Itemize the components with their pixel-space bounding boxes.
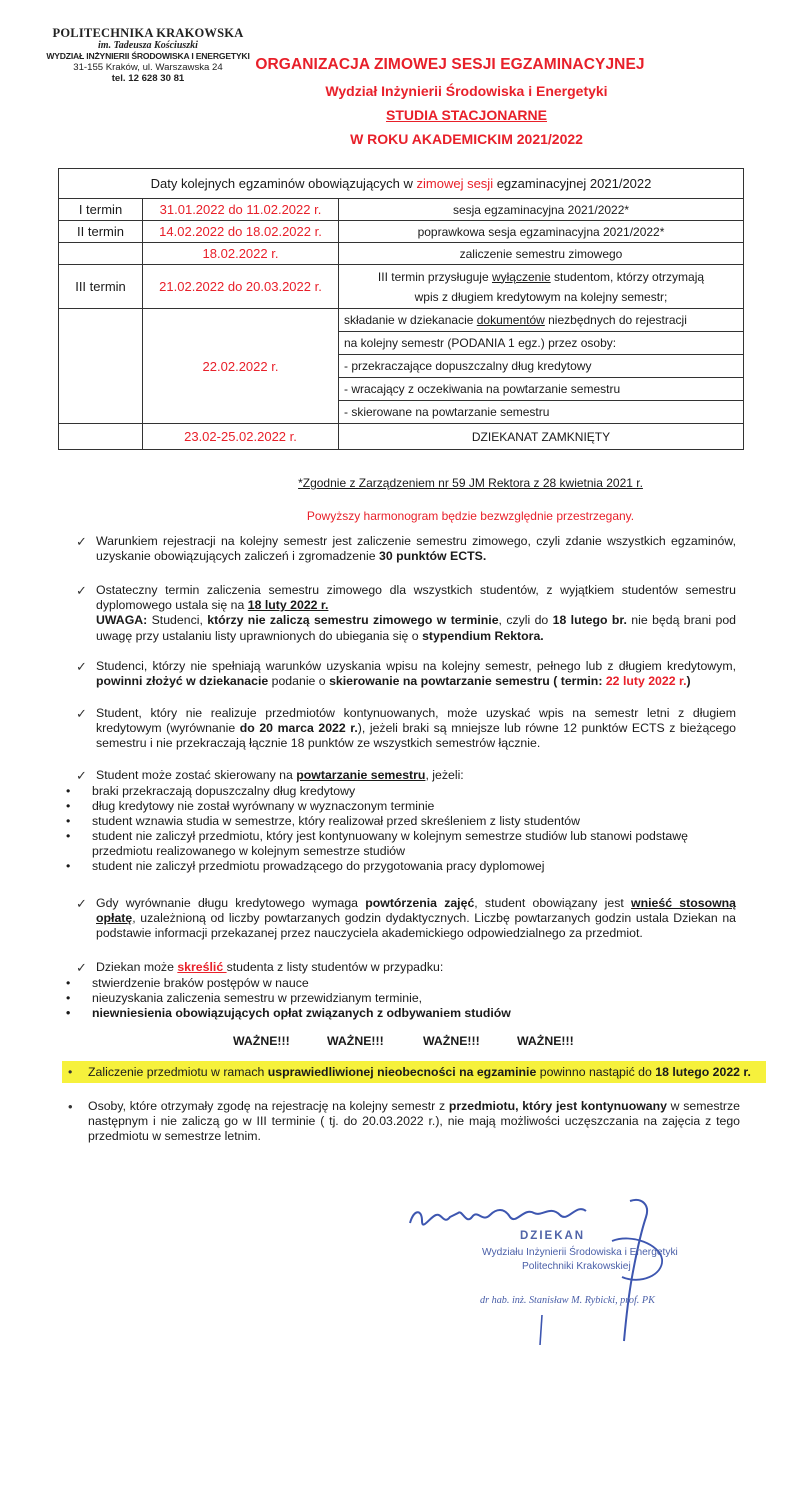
checkmark-icon: ✓ [76,960,87,975]
stamp-address: 31-155 Kraków, ul. Warszawska 24 [73,61,223,73]
bullet-icon: • [68,1065,73,1079]
document-title: ORGANIZACJA ZIMOWEJ SESJI EGZAMINACYJNEJ [255,56,645,73]
checkmark-icon: ✓ [76,534,87,549]
removal-reasons-list: • stwierdzenie braków postępów w nauce • nieuzyskania zaliczenia semestru w przewidzianym terminie, • niewniesienia obowiązujących opłat związanych z odbywaniem studiów [92,976,742,1021]
list-item: ✓ Studenci, którzy nie spełniają warunków uzyskania wpisu na kolejny semestr, pełnego lub z długiem kredytowym, powinni złożyć w dziekanacie podanie o skierowanie na powtarzanie semestru ( termin: 22 luty 2022 r.) [76,659,736,689]
signature-icon [400,1195,740,1355]
highlighted-note: • Zaliczenie przedmiotu w ramach usprawiedliwionej nieobecności na egzaminie powinno nastąpić do 18 lutego 2022 r. [68,1065,751,1079]
faculty-heading: Wydział Inżynierii Środowiska i Energetyki [325,83,608,99]
table-row: III termin 21.02.2022 do 20.03.2022 r. III termin przysługuje wyłączenie studentom, którzy otrzymają wpis z długiem kredytowym na kolejny semestr; [59,265,744,309]
checkmark-icon: ✓ [76,659,87,674]
table-row: 18.02.2022 r. zaliczenie semestru zimowego [59,243,744,265]
strict-note: Powyższy harmonogram będzie bezwzględnie przestrzegany. [306,509,635,523]
document-page: POLITECHNIKA KRAKOWSKA im. Tadeusza Kościuszki WYDZIAŁ INŻYNIERII ŚRODOWISKA I ENERGETYKI 31-155 Kraków, ul. Warszawska 24 tel. 12 628 30 81 ORGANIZACJA ZIMOWEJ SESJI EGZAMINACYJNEJ Wydział Inżynierii Środowiska i Energetyki STUDIA STACJONARNE W ROKU AKADEMICKIM 2021/2022 Daty kolejnych egzaminów obowiązujących w zimowej sesji egzaminacyjnej 2021/2022 I termin 31.01.2022 do 11.02.2022 r. sesja egzaminacyjna 2021/2022* II termin 14.02.2022 do 18.02.2022 r. poprawkowa sesja egzaminacyjna 2021/2022* 18.02.2022 r. zaliczenie semestru zimowego III termin 21.02.2022 do 20.03.2022 r. III termin przysługuje wyłączenie studentom, którzy otrzymają wpis z długiem kredytowym na kolejny semestr; 22.02.2022 r. składanie w dziekanacie dokumentów niezbędnych do rejestracji na kolejny semestr (PODANIA 1 egz.) przez osoby: - przekraczające dopuszczalny dług kredytowy - wracający z oczekiwania na powtarzanie semestru - skierowane na powtarzanie semestru 23.02-25.02.2022 r. DZIEKANAT ZAMKNIĘTY *Zgodnie z Zarządzeniem nr 59 JM Rektora z 28 kwietnia 2021 r. Powyższy harmonogram będzie bezwzględnie przestrzegany. ✓ Warunkiem rejestracji na kolejny semestr jest zaliczenie semestru zimowego, czyli zdanie wszystkich egzaminów, uzyskanie obowiązujących zaliczeń i zgromadzenie 30 punktów ECTS. ✓ Ostateczny termin zaliczenia semestru zimowego dla wszystkich studentów, z wyjątkiem studentów semestru dyplomowego ustala się na 18 luty 2022 r. UWAGA: Studenci, którzy nie zaliczą semestru zimowego w terminie, czyli do 18 lutego br. nie będą brani pod uwagę przy ustalaniu listy uprawnionych do ubiegania się o stypendium Rektora. ✓ Studenci, którzy nie spełniają warunków uzyskania wpisu na kolejny semestr, pełnego lub z długiem kredytowym, powinni złożyć w dziekanacie podanie o skierowanie na powtarzanie semestru ( termin: 22 luty 2022 r.) ✓ Student, który nie realizuje przedmiotów kontynuowanych, może uzyskać wpis na semestr letni z długiem kredytowym (wyrównanie do 20 marca 2022 r.), jeżeli braki są mniejsze lub równe 12 punktów ECTS z bieżącego semestru i nie przekraczają łącznie 18 punktów ze wszystkich semestrów łącznie. ✓ Student może zostać skierowany na powtarzanie semestru, jeżeli: • braki przekraczają dopuszczalny dług kredytowy • dług kredytowy nie został wyrównany w wyznaczonym terminie • student wznawia studia w semestrze, który realizował przed skreśleniem z listy studentów • student nie zaliczył przedmiotu, który jest kontynuowany w kolejnym semestrze studiów lub stanowi podstawę przedmiotu realizowanego w kolejnym semestrze studiów • student nie zaliczył przedmiotu prowadzącego do przygotowania pracy dyplomowej ✓ Gdy wyrównanie długu kredytowego wymaga powtórzenia zajęć, student obowiązany jest wnieść stosowną opłatę, uzależnioną od liczby powtarzanych godzin dydaktycznych. Liczbę powtarzanych godzin ustala Dziekan na podstawie informacji przekazanej przez nauczyciela akademickiego odpowiedzialnego za przedmiot. ✓ Dziekan może skreślić studenta z listy studentów w przypadku: • stwierdzenie braków postępów w nauce • nieuzyskania zaliczenia semestru w przewidzianym terminie, • niewniesienia obowiązujących opłat związanych z odbywaniem studiów WAŻNE!!! WAŻNE!!! WAŻNE!!! WAŻNE!!! • Zaliczenie przedmiotu w ramach usprawiedliwionej nieobecności na egzaminie powinno nastąpić do 18 lutego 2022 r. • Osoby, które otrzymały zgodę na rejestrację na kolejny semestr z przedmiotu, który jest kontynuowany w semestrze następnym i nie zaliczą go w III terminie ( tj. do 20.03.2022 r.), nie mają możliwości uczęszczania na zajęcia z tego przedmiotu w semestrze letnim. DZIEKAN Wydziału Inżynierii Środowiska i Energetyki Politechniki Krakowskiej dr hab. inż. Stanisław M. Rybicki, prof. PK [0,0,793,1510]
repeat-reasons-list: • braki przekraczają dopuszczalny dług kredytowy • dług kredytowy nie został wyrównany w wyznaczonym terminie • student wznawia studia w semestrze, który realizował przed skreśleniem z listy studentów • student nie zaliczył przedmiotu, który jest kontynuowany w kolejnym semestrze studiów lub stanowi podstawę przedmiotu realizowanego w kolejnym semestrze studiów • student nie zaliczył przedmiotu prowadzącego do przygotowania pracy dyplomowej [92,784,742,874]
table-row: 22.02.2022 r. składanie w dziekanacie dokumentów niezbędnych do rejestracji na kolejny semestr (PODANIA 1 egz.) przez osoby: - przekraczające dopuszczalny dług kredytowy - wracający z oczekiwania na powtarzanie semestru - skierowane na powtarzanie semestru [59,309,744,424]
list-item: ✓ Warunkiem rejestracji na kolejny semestr jest zaliczenie semestru zimowego, czyli zdanie wszystkich egzaminów, uzyskanie obowiązujących zaliczeń i zgromadzenie 30 punktów ECTS. [76,534,736,564]
table-row: 23.02-25.02.2022 r. DZIEKANAT ZAMKNIĘTY [59,424,744,450]
list-item: ✓ Ostateczny termin zaliczenia semestru zimowego dla wszystkich studentów, z wyjątkiem studentów semestru dyplomowego ustala się na 18 luty 2022 r. UWAGA: Studenci, którzy nie zaliczą semestru zimowego w terminie, czyli do 18 lutego br. nie będą brani pod uwagę przy ustalaniu listy uprawnionych do ubiegania się o stypendium Rektora. [76,583,737,643]
table-row: II termin 14.02.2022 do 18.02.2022 r. poprawkowa sesja egzaminacyjna 2021/2022* [59,221,744,243]
checkmark-icon: ✓ [76,768,87,783]
faculty-stamp [38,26,258,84]
stamp-faculty: WYDZIAŁ INŻYNIERII ŚRODOWISKA I ENERGETYKI [46,50,250,61]
checkmark-icon: ✓ [76,706,87,721]
list-item: ✓ Gdy wyrównanie długu kredytowego wymaga powtórzenia zajęć, student obowiązany jest wnieść stosowną opłatę, uzależnioną od liczby powtarzanych godzin dydaktycznych. Liczbę powtarzanych godzin ustala Dziekan na podstawie informacji przekazanej przez nauczyciela akademickiego odpowiedzialnego za przedmiot. [76,896,736,941]
stamp-university: POLITECHNIKA KRAKOWSKA [52,26,244,40]
bullet-icon: • [68,1099,73,1114]
academic-year-heading: W ROKU AKADEMICKIM 2021/2022 [350,131,583,147]
table-caption: Daty kolejnych egzaminów obowiązujących w zimowej sesji egzaminacyjnej 2021/2022 [59,169,744,199]
checkmark-icon: ✓ [76,896,87,911]
list-item: • Osoby, które otrzymały zgodę na rejestrację na kolejny semestr z przedmiotu, który jest kontynuowany w semestrze następnym i nie zaliczą go w III terminie ( tj. do 20.03.2022 r.), nie mają możliwości uczęszczania na zajęcia z tego przedmiotu w semestrze letnim. [68,1099,740,1144]
dean-signature-stamp: DZIEKAN Wydziału Inżynierii Środowiska i Energetyki Politechniki Krakowskiej dr hab. inż. Stanisław M. Rybicki, prof. PK [400,1195,740,1355]
list-item: ✓ Dziekan może skreślić studenta z listy studentów w przypadku: [76,960,444,975]
regulation-note: *Zgodnie z Zarządzeniem nr 59 JM Rektora z 28 kwietnia 2021 r. [298,476,643,490]
list-item: ✓ Student może zostać skierowany na powtarzanie semestru, jeżeli: [76,768,464,783]
list-item: ✓ Student, który nie realizuje przedmiotów kontynuowanych, może uzyskać wpis na semestr letni z długiem kredytowym (wyrównanie do 20 marca 2022 r.), jeżeli braki są mniejsze lub równe 12 punktów ECTS z bieżącego semestru i nie przekraczają łącznie 18 punktów ze wszystkich semestrów łącznie. [76,706,736,751]
exam-schedule-table [58,168,744,450]
table-row: I termin 31.01.2022 do 11.02.2022 r. sesja egzaminacyjna 2021/2022* [59,199,744,221]
checkmark-icon: ✓ [76,583,87,598]
stamp-patron: im. Tadeusza Kościuszki [98,40,198,52]
stamp-phone: tel. 12 628 30 81 [111,72,185,84]
study-mode-heading: STUDIA STACJONARNE [385,107,547,123]
